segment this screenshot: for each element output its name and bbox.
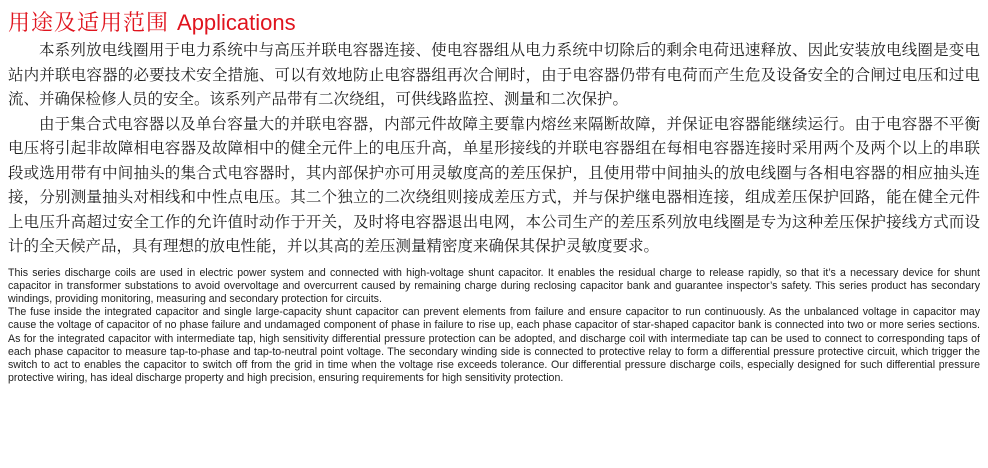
english-paragraph-2: The fuse inside the integrated capacitor and single large-capacity shunt capacitor can prevent elements from failure and ensure capacitor to run continuously. As the unbalanced voltage in capacitor may cause the voltage of capacitor of no phase failure and undamaged component of phase in failure to rise up, each phase capacitor of star-shaped capacitor bank is connected into two or more series sections. As for the integrated capacitor with intermediate tap, high sensitivity differential pressure protection can be adopted, and discharge coil with intermediate tap can be used to connect to corresponding taps of each phase capacitor to measure tap-to-phase and tap-to-neutral point voltage. The secondary winding side is connected to protective relay to form a differential pressure protective circuit, which trigger the switch to act to enables the capacitor to switch off from the grid in time when the voltage rise exceeds tolerance. Our differential pressure discharge coils, especially designed for such differential pressure protective wiring, has ideal discharge property and high precision, ensuring requirements for high sensitivity protection. <box>8 306 980 385</box>
chinese-text-block <box>8 38 980 259</box>
english-paragraph-1: This series discharge coils are used in electric power system and connected with high-voltage shunt capacitor. It enables the residual charge to release rapidly, so that it’s a necessary device for shunt capacitor in transformer substations to avoid overvoltage and overcurrent caused by remaining charge during reclosing capacitor bank and guarantee inspector’s safety. This series product has secondary windings, providing monitoring, measuring and secondary protection for circuits. <box>8 266 980 305</box>
section-heading <box>8 6 980 34</box>
heading-english: Applications <box>177 10 296 35</box>
chinese-paragraph-2: 由于集合式电容器以及单台容量大的并联电容器，内部元件故障主要靠内熔丝来隔断故障，并保证电容器能继续运行。由于电容器不平衡电压将引起非故障相电容器及故障相中的健全元件上的电压升高，单星形接线的并联电容器组在每相电容器连接时采用两个及两个以上的串联段或选用带有中间抽头的集合式电容器时，其内部保护亦可用灵敏度高的差压保护，且使用带中间抽头的放电线圈与各相电容器的相应抽头连接，分别测量抽头对相线和中性点电压。其二个独立的二次绕组则接成差压方式，并与保护继电器相连接，组成差压保护回路，能在健全元件上电压升高超过安全工作的允许值时动作于开关，及时将电容器退出电网，本公司生产的差压系列放电线圈是专为这种差压保护接线方式而设计的全天候产品，具有理想的放电性能，并以其高的差压测量精密度来确保其保护灵敏度要求。 <box>8 114 980 255</box>
heading-chinese: 用途及适用范围 <box>8 11 170 36</box>
english-text-block <box>8 267 980 386</box>
chinese-paragraph-1: 本系列放电线圈用于电力系统中与高压并联电容器连接、使电容器组从电力系统中切除后的剩余电荷迅速释放、因此安装放电线圈是变电站内并联电容器的必要技术安全措施、可以有效地防止电容器组再次合闸时，由于电容器仍带有电荷而产生危及设备安全的合闸过电压和过电流、并确保检修人员的安全。该系列产品带有二次绕组，可供线路监控、测量和二次保护。 <box>8 41 980 108</box>
